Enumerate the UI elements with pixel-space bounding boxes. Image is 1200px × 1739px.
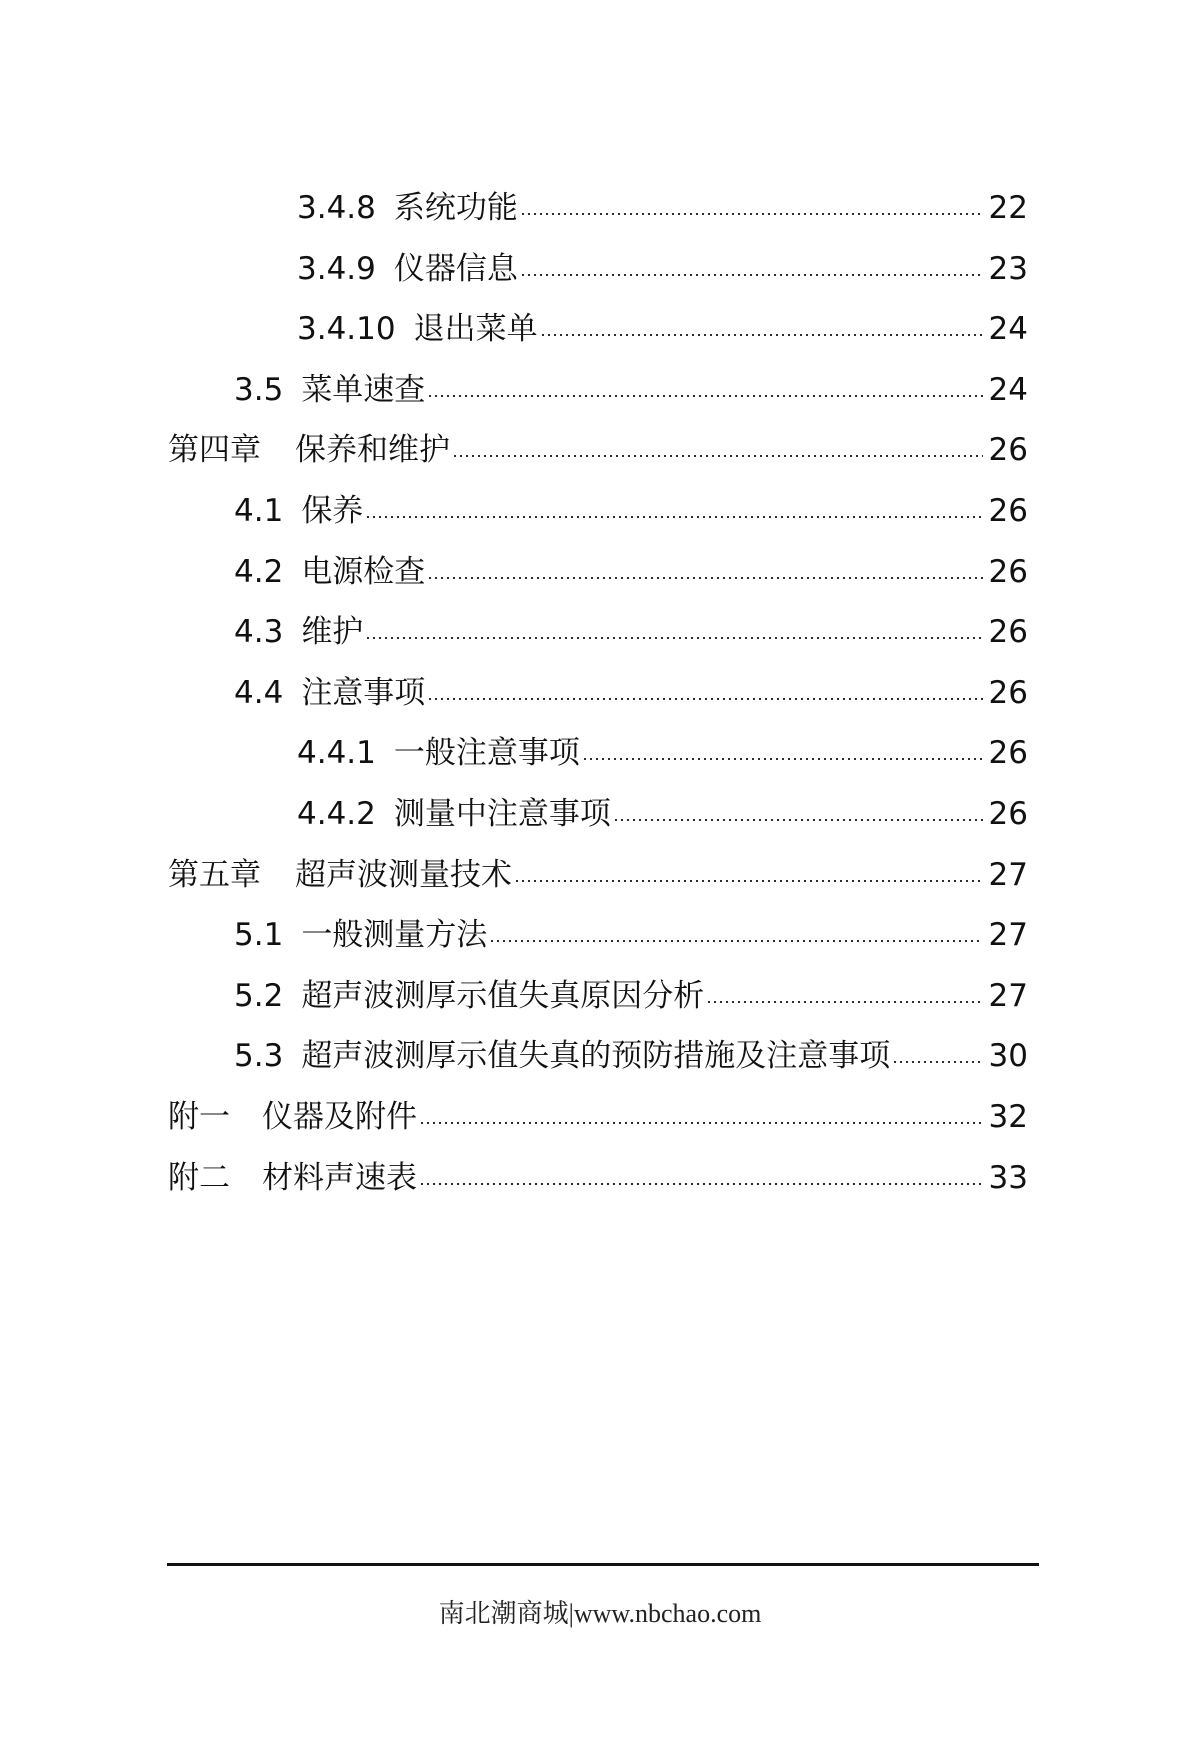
toc-entry-number: 4.2 bbox=[234, 553, 284, 590]
toc-entry-title: 维护 bbox=[301, 614, 364, 651]
toc-entry-number: 4.4.2 bbox=[297, 796, 376, 832]
toc-entry-page-number: 26 bbox=[988, 493, 1028, 529]
toc-entry-number: 3.4.9 bbox=[297, 250, 376, 287]
toc-entry-number: 4.1 bbox=[234, 493, 284, 529]
toc-entry[interactable] bbox=[234, 663, 1028, 723]
toc-entry-title: 测量中注意事项 bbox=[393, 796, 611, 832]
toc-entry-number: 4.3 bbox=[234, 614, 284, 651]
footer-divider bbox=[167, 1563, 1039, 1566]
toc-entry-page-number: 27 bbox=[988, 856, 1028, 893]
toc-entry-page-number: 23 bbox=[988, 250, 1028, 287]
toc-dot-leader bbox=[613, 819, 983, 821]
toc-entry[interactable] bbox=[234, 481, 1028, 541]
toc-entry[interactable] bbox=[297, 299, 1028, 359]
toc-dot-leader bbox=[892, 1061, 982, 1063]
toc-entry-page-number: 27 bbox=[988, 917, 1028, 954]
toc-dot-leader bbox=[419, 1122, 983, 1124]
toc-entry-title: 菜单速查 bbox=[301, 371, 426, 408]
footer-text: 南北潮商城|www.nbchao.com bbox=[438, 1599, 762, 1628]
toc-dot-leader bbox=[419, 1183, 983, 1185]
toc-entry-page-number: 30 bbox=[988, 1038, 1028, 1075]
toc-entry[interactable] bbox=[297, 723, 1028, 783]
toc-entry-title: 超声波测量技术 bbox=[295, 856, 512, 893]
toc-entry[interactable] bbox=[168, 845, 1028, 905]
toc-dot-leader bbox=[489, 940, 982, 942]
toc-entry[interactable] bbox=[297, 784, 1028, 844]
toc-entry-title: 保养 bbox=[301, 493, 364, 529]
toc-dot-leader bbox=[365, 637, 982, 639]
toc-entry-title: 注意事项 bbox=[301, 674, 426, 711]
toc-dot-leader bbox=[427, 577, 982, 579]
toc-dot-leader bbox=[365, 516, 982, 518]
toc-dot-leader bbox=[706, 1001, 982, 1003]
toc-entry-number: 第五章 bbox=[168, 856, 261, 893]
toc-entry[interactable] bbox=[297, 178, 1028, 238]
toc-entry-title: 一般注意事项 bbox=[393, 735, 580, 772]
toc-entry-number: 3.4.8 bbox=[297, 190, 376, 226]
toc-entry-number: 4.4.1 bbox=[297, 735, 376, 772]
toc-entry-title: 仪器信息 bbox=[393, 250, 518, 287]
toc-entry-number: 3.4.10 bbox=[297, 311, 396, 348]
toc-entry-page-number: 26 bbox=[988, 735, 1028, 772]
toc-entry-number: 4.4 bbox=[234, 674, 284, 711]
toc-entry-title: 电源检查 bbox=[301, 553, 426, 590]
toc-entry[interactable] bbox=[168, 420, 1028, 480]
toc-entry[interactable] bbox=[234, 966, 1028, 1026]
toc-entry-title: 超声波测厚示值失真原因分析 bbox=[301, 977, 705, 1014]
toc-entry-page-number: 24 bbox=[988, 311, 1028, 348]
toc-entry-number: 3.5 bbox=[234, 371, 284, 408]
toc-entry-number: 5.1 bbox=[234, 917, 284, 954]
toc-entry-title: 退出菜单 bbox=[413, 311, 538, 348]
toc-dot-leader bbox=[452, 455, 983, 457]
toc-entry-number: 5.2 bbox=[234, 977, 284, 1014]
toc-entry-page-number: 26 bbox=[988, 796, 1028, 832]
toc-entry[interactable] bbox=[297, 239, 1028, 299]
toc-entry-number: 5.3 bbox=[234, 1038, 284, 1075]
toc-entry-page-number: 33 bbox=[988, 1159, 1028, 1196]
toc-entry-title: 超声波测厚示值失真的预防措施及注意事项 bbox=[301, 1038, 891, 1075]
toc-dot-leader bbox=[514, 880, 983, 882]
toc-entry-page-number: 26 bbox=[988, 674, 1028, 711]
toc-entry-title: 仪器及附件 bbox=[262, 1099, 417, 1135]
toc-entry[interactable] bbox=[234, 542, 1028, 602]
toc-dot-leader bbox=[427, 395, 982, 397]
toc-entry[interactable] bbox=[168, 1087, 1028, 1147]
toc-entry-page-number: 32 bbox=[988, 1099, 1028, 1135]
toc-entry[interactable] bbox=[234, 1026, 1028, 1086]
toc-dot-leader bbox=[520, 213, 983, 215]
toc-entry-number: 附一 bbox=[168, 1099, 230, 1135]
toc-entry[interactable] bbox=[234, 360, 1028, 420]
toc-entry-title: 一般测量方法 bbox=[301, 917, 488, 954]
toc-entry-title: 保养和维护 bbox=[295, 432, 450, 469]
toc-dot-leader bbox=[582, 758, 983, 760]
toc-entry[interactable] bbox=[234, 905, 1028, 965]
toc-entry-page-number: 22 bbox=[988, 190, 1028, 226]
toc-entry-title: 系统功能 bbox=[393, 190, 518, 226]
toc-entry[interactable] bbox=[168, 1148, 1028, 1208]
toc-dot-leader bbox=[427, 698, 982, 700]
toc-entry-title: 材料声速表 bbox=[262, 1159, 417, 1196]
toc-entry-number: 附二 bbox=[168, 1159, 230, 1196]
toc-entry-page-number: 26 bbox=[988, 553, 1028, 590]
toc-dot-leader bbox=[520, 274, 983, 276]
toc-entry-page-number: 26 bbox=[988, 432, 1028, 469]
toc-entry-page-number: 26 bbox=[988, 614, 1028, 651]
toc-entry[interactable] bbox=[234, 602, 1028, 662]
toc-dot-leader bbox=[540, 334, 983, 336]
toc-entry-page-number: 24 bbox=[988, 371, 1028, 408]
toc-entry-number: 第四章 bbox=[168, 432, 261, 469]
toc-entry-page-number: 27 bbox=[988, 977, 1028, 1014]
